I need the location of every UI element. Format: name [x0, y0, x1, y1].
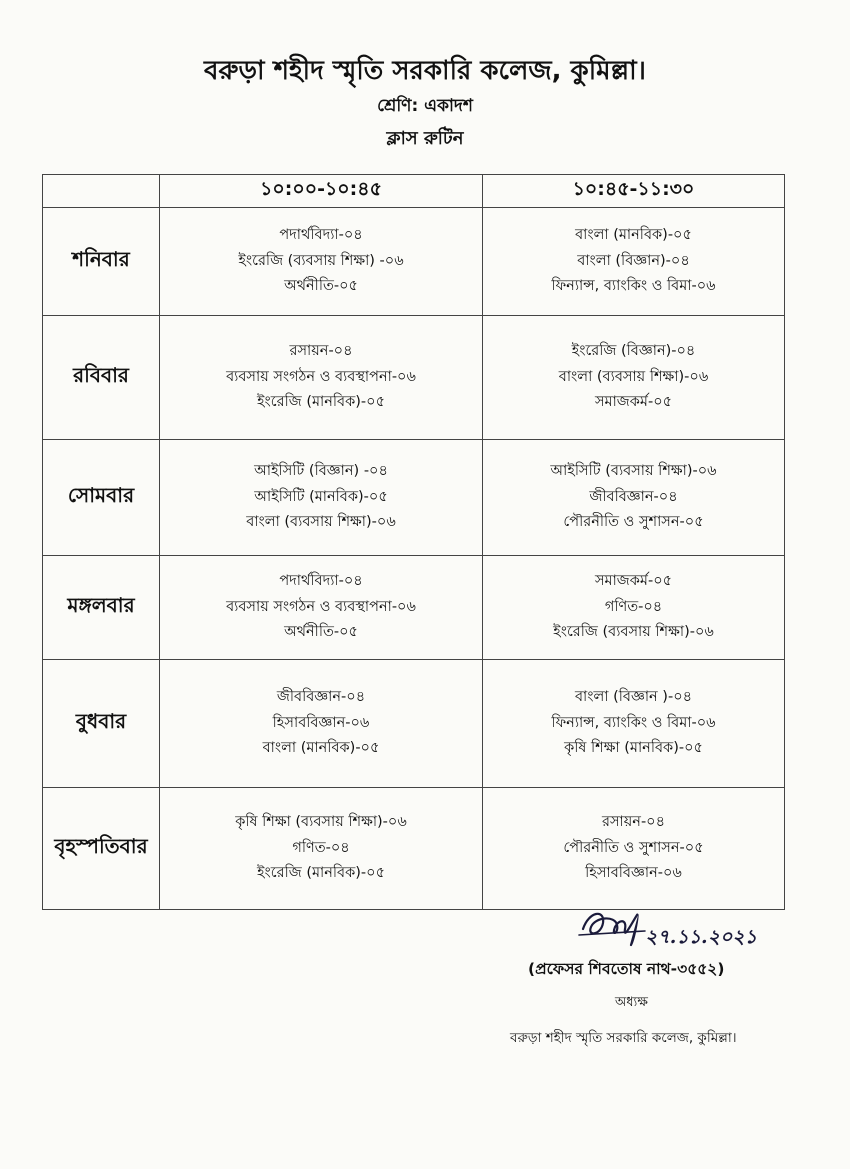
time-slot-2-cell: [483, 208, 785, 316]
subject-entry: হিসাববিজ্ঞান-০৬: [272, 714, 370, 731]
day-cell: বৃহস্পতিবার: [43, 788, 160, 910]
subject-entry: রসায়ন-০৪: [601, 814, 666, 831]
subject-entry: আইসিটি (ব্যবসায় শিক্ষা)-০৬: [550, 463, 717, 480]
subject-entry: রসায়ন-০৪: [289, 343, 353, 360]
table-row: [43, 660, 785, 788]
table-body: [43, 208, 785, 910]
handwritten-signature: [575, 901, 655, 951]
time-slot-1-cell: [160, 556, 483, 660]
subject-entry: ইংরেজি (মানবিক)-০৫: [257, 865, 385, 882]
signature-date: ২৭.১১.২০২১: [645, 926, 757, 948]
subject-entry: জীববিজ্ঞান-০৪: [276, 689, 366, 706]
subject-entry: কৃষি শিক্ষা (ব্যবসায় শিক্ষা)-০৬: [235, 814, 407, 831]
subject-entry: বাংলা (বিজ্ঞান)-০৪: [577, 252, 690, 269]
subject-entry: পৌরনীতি ও সুশাসন-০৫: [563, 514, 704, 531]
time-slot-2-cell: [483, 788, 785, 910]
time-slot-1-cell: [160, 660, 483, 788]
time-slot-1-cell: [160, 440, 483, 556]
document-title: বরুড়া শহীদ স্মৃতি সরকারি কলেজ, কুমিল্লা।: [204, 56, 646, 86]
subject-entry: বাংলা (মানবিক)-০৫: [262, 740, 380, 757]
subject-entry: জীববিজ্ঞান-০৪: [589, 488, 678, 505]
subject-entry: পদার্থবিদ্যা-০৪: [279, 227, 363, 244]
header-time-slot-1: ১০:০০-১০:৪৫: [160, 175, 483, 208]
day-cell: মঙ্গলবার: [43, 556, 160, 660]
class-routine-table: [42, 174, 785, 910]
subject-entry: অর্থনীতি-০৫: [284, 278, 358, 295]
day-cell: শনিবার: [43, 208, 160, 316]
time-slot-2-cell: [483, 440, 785, 556]
subject-entry: পদার্থবিদ্যা-০৪: [279, 573, 363, 590]
subject-entry: ইংরেজি (মানবিক)-০৫: [257, 394, 385, 411]
subject-entry: গণিত-০৪: [292, 839, 350, 856]
principal-role: অধ্যক্ষ: [615, 995, 648, 1010]
subject-entry: বাংলা (বিজ্ঞান )-০৪: [574, 689, 693, 706]
subject-entry: বাংলা (ব্যবসায় শিক্ষা)-০৬: [246, 514, 396, 531]
time-slot-1-cell: [160, 788, 483, 910]
day-cell: বুধবার: [43, 660, 160, 788]
subject-entry: ইংরেজি (বিজ্ঞান)-০৪: [571, 343, 696, 360]
subject-entry: ব্যবসায় সংগঠন ও ব্যবস্থাপনা-০৬: [226, 598, 416, 615]
time-slot-2-cell: [483, 316, 785, 440]
table-header-row: [43, 175, 785, 208]
subject-entry: ব্যবসায় সংগঠন ও ব্যবস্থাপনা-০৬: [226, 368, 416, 385]
subject-entry: ইংরেজি (ব্যবসায় শিক্ষা) -০৬: [238, 252, 404, 269]
subject-entry: অর্থনীতি-০৫: [284, 624, 358, 641]
subject-entry: বাংলা (ব্যবসায় শিক্ষা)-০৬: [558, 368, 709, 385]
principal-name: (প্রফেসর শিবতোষ নাথ-৩৫৫২): [528, 960, 725, 978]
subject-entry: সমাজকর্ম-০৫: [594, 573, 673, 590]
day-cell: সোমবার: [43, 440, 160, 556]
subject-entry: আইসিটি (বিজ্ঞান) -০৪: [254, 463, 388, 480]
time-slot-2-cell: [483, 556, 785, 660]
subject-entry: ফিন্যান্স, ব্যাংকিং ও বিমা-০৬: [551, 278, 716, 295]
college-name-footer: বরুড়া শহীদ স্মৃতি সরকারি কলেজ, কুমিল্লা।: [510, 1030, 737, 1046]
day-cell: রবিবার: [43, 316, 160, 440]
table-row: [43, 556, 785, 660]
table-row: [43, 208, 785, 316]
table-row: [43, 788, 785, 910]
header-day-cell: [43, 175, 160, 208]
subject-entry: বাংলা (মানবিক)-০৫: [575, 227, 692, 244]
table-row: [43, 316, 785, 440]
subject-entry: ইংরেজি (ব্যবসায় শিক্ষা)-০৬: [553, 624, 714, 641]
time-slot-1-cell: [160, 316, 483, 440]
subject-entry: কৃষি শিক্ষা (মানবিক)-০৫: [564, 740, 703, 757]
header-time-slot-2: ১০:৪৫-১১:৩০: [483, 175, 785, 208]
time-slot-2-cell: [483, 660, 785, 788]
routine-heading: ক্লাস রুটিন: [386, 128, 464, 149]
subject-entry: সমাজকর্ম-০৫: [594, 394, 673, 411]
subject-entry: গণিত-০৪: [604, 598, 663, 615]
class-line: শ্রেণি: একাদশ: [377, 96, 473, 116]
subject-entry: হিসাববিজ্ঞান-০৬: [585, 865, 682, 882]
subject-entry: আইসিটি (মানবিক)-০৫: [254, 488, 388, 505]
time-slot-1-cell: [160, 208, 483, 316]
subject-entry: পৌরনীতি ও সুশাসন-০৫: [563, 839, 704, 856]
table-row: [43, 440, 785, 556]
subject-entry: ফিন্যান্স, ব্যাংকিং ও বিমা-০৬: [551, 714, 716, 731]
